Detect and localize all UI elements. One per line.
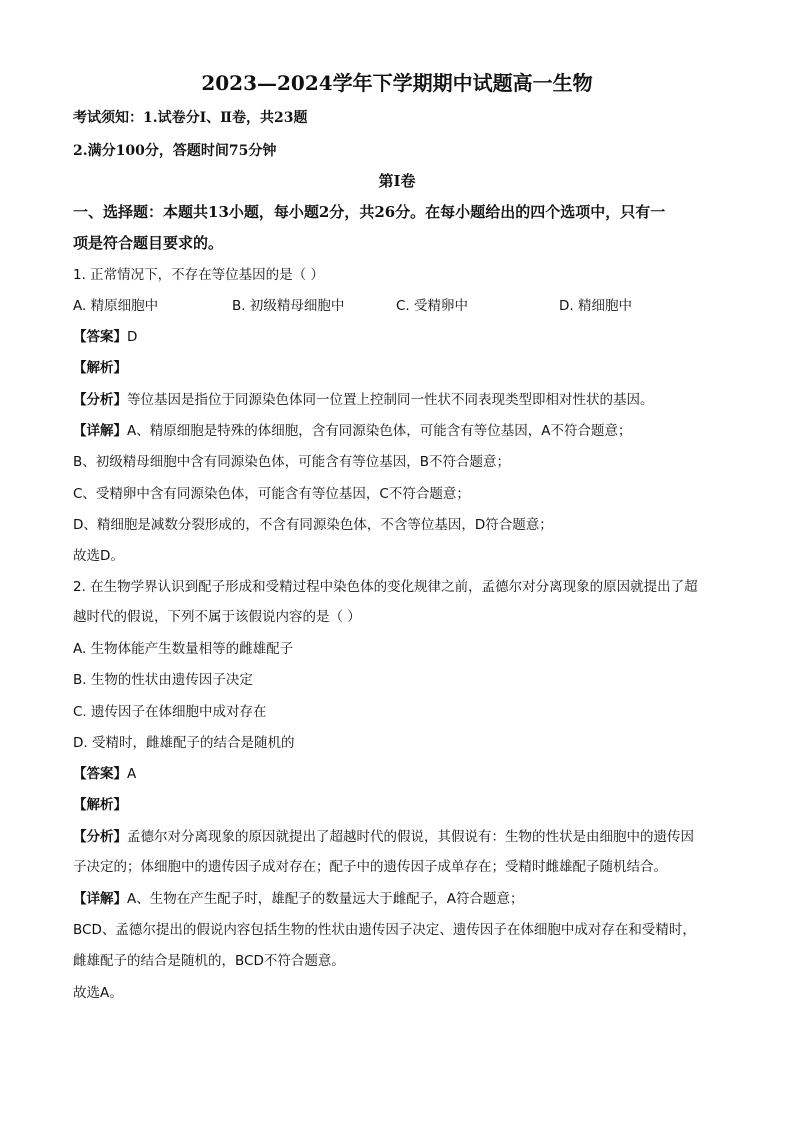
part-intro-line-1: 一、选择题：本题共13小题，每小题2分，共26分。在每小题给出的四个选项中，只有一 <box>73 203 666 221</box>
question-2-bcd-line-1: BCD、孟德尔提出的假说内容包括生物的性状由遗传因子决定、遗传因子在体细胞中成对存在和受精时， <box>73 922 696 938</box>
question-2-fenxi-line-2: 子决定的；体细胞中的遗传因子成对存在；配子中的遗传因子成单存在；受精时雌雄配子随机结合。 <box>73 859 667 875</box>
answer-value: A <box>127 766 137 782</box>
fenxi-text: 等位基因是指位于同源染色体同一位置上控制同一性状不同表现类型即相对性状的基因。 <box>127 392 654 408</box>
question-1-option-a: A. 精原细胞中 <box>73 298 159 314</box>
xiangjie-text: A、生物在产生配子时，雄配子的数量远大于雌配子，A符合题意； <box>127 891 524 907</box>
analysis-tag: 【解析】 <box>73 360 127 376</box>
question-1-fenxi <box>73 390 733 410</box>
section-title: 第Ⅰ卷 <box>378 172 416 190</box>
question-2-analysis-tag <box>73 795 733 815</box>
question-1-option-c: C. 受精卵中 <box>396 298 469 314</box>
question-1-xiangjie <box>73 421 733 441</box>
question-1-analysis-tag <box>73 358 733 378</box>
question-2-option-a: A. 生物体能产生数量相等的雌雄配子 <box>73 641 294 657</box>
exam-notice-line-2: 2.满分100分，答题时间75分钟 <box>73 143 277 159</box>
question-2-fenxi-line-1 <box>73 827 733 847</box>
question-2-stem-line-2: 越时代的假说，下列不属于该假说内容的是（ ） <box>73 609 361 625</box>
question-2-conclusion: 故选A。 <box>73 985 123 1001</box>
part-intro-line-2: 项是符合题目要求的。 <box>73 234 224 252</box>
question-2-option-d: D. 受精时，雌雄配子的结合是随机的 <box>73 735 295 751</box>
question-1-line-d: D、精细胞是减数分裂形成的，不含有同源染色体，不含等位基因，D符合题意； <box>73 517 553 533</box>
xiangjie-text: A、精原细胞是特殊的体细胞，含有同源染色体，可能含有等位基因，A不符合题意； <box>127 423 632 439</box>
question-2-answer <box>73 764 733 784</box>
xiangjie-tag: 【详解】 <box>73 423 127 439</box>
question-1-conclusion: 故选D。 <box>73 548 124 564</box>
question-2-option-b: B. 生物的性状由遗传因子决定 <box>73 672 253 688</box>
question-1-option-d: D. 精细胞中 <box>559 298 632 314</box>
answer-tag: 【答案】 <box>73 329 127 345</box>
question-2-xiangjie <box>73 889 733 909</box>
question-2-bcd-line-2: 雌雄配子的结合是随机的，BCD不符合题意。 <box>73 953 345 969</box>
analysis-tag: 【解析】 <box>73 797 127 813</box>
question-1-option-b: B. 初级精母细胞中 <box>232 298 345 314</box>
fenxi-tag: 【分析】 <box>73 392 127 408</box>
question-1-line-c: C、受精卵中含有同源染色体，可能含有等位基因，C不符合题意； <box>73 486 470 502</box>
page-title: 2023—2024学年下学期期中试题高一生物 <box>201 71 593 95</box>
question-2-stem-line-1: 2. 在生物学界认识到配子形成和受精过程中染色体的变化规律之前，孟德尔对分离现象的原因就提出了超 <box>73 579 698 595</box>
fenxi-text: 孟德尔对分离现象的原因就提出了超越时代的假说，其假说有：生物的性状是由细胞中的遗传因 <box>127 829 694 845</box>
question-2-option-c: C. 遗传因子在体细胞中成对存在 <box>73 704 267 720</box>
question-1-line-b: B、初级精母细胞中含有同源染色体，可能含有等位基因，B不符合题意； <box>73 454 511 470</box>
question-1-stem: 1. 正常情况下，不存在等位基因的是（ ） <box>73 267 324 283</box>
exam-notice-line-1: 考试须知：1.试卷分Ⅰ、Ⅱ卷，共23题 <box>73 110 308 126</box>
answer-value: D <box>127 329 138 345</box>
question-1-answer <box>73 327 733 347</box>
answer-tag: 【答案】 <box>73 766 127 782</box>
xiangjie-tag: 【详解】 <box>73 891 127 907</box>
fenxi-tag: 【分析】 <box>73 829 127 845</box>
